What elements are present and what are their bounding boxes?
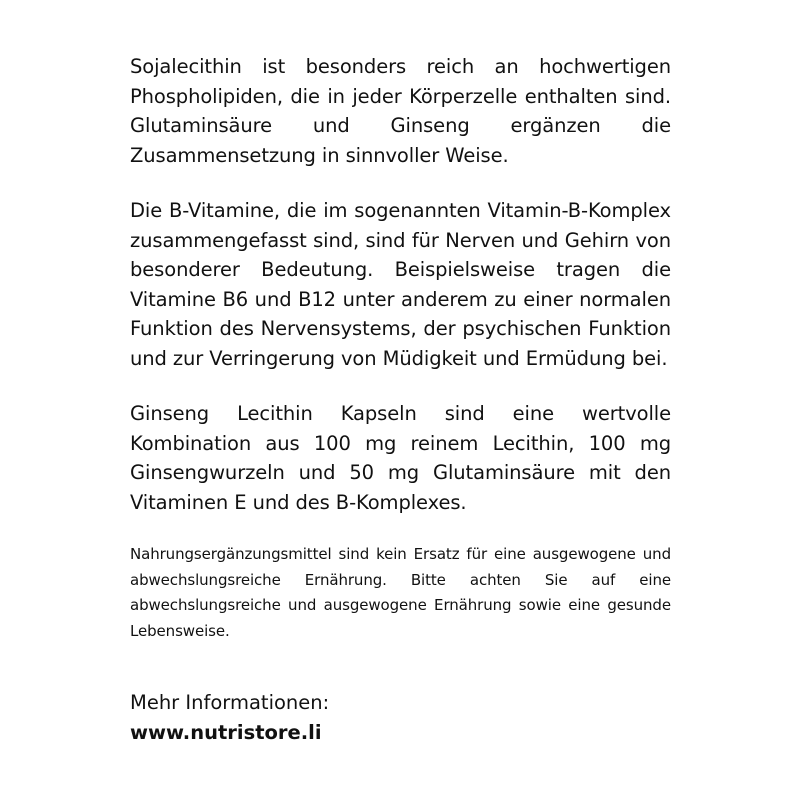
website-url: www.nutristore.li bbox=[130, 720, 322, 744]
b-vitamins-paragraph: Die B-Vitamine, die im sogenannten Vitamin-B-Komplex zusammengefasst sind, sind für Nerven und Gehirn von besonderer Bedeutung. Beispielsweise tragen die Vitamine B6 und B12 unter anderem zu einer normalen Funktion des Nervensystems, der psychischen Funktion und zur Verringerung von Müdigkeit und Ermüdung bei. bbox=[130, 199, 671, 370]
lecithin-paragraph: Sojalecithin ist besonders reich an hochwertigen Phospholipiden, die in jeder Körperzelle enthalten sind. Glutaminsäure und Ginseng ergänzen die Zusammensetzung in sinnvoller Weise. bbox=[130, 55, 671, 167]
disclaimer-paragraph: Nahrungsergänzungsmittel sind kein Ersatz für eine ausgewogene und abwechslungsreiche Ernährung. Bitte achten Sie auf eine abwechslungsreiche und ausgewogene Ernährung sowie eine gesunde Lebensweise. bbox=[130, 545, 671, 640]
product-text-page bbox=[130, 52, 671, 747]
more-info-label: Mehr Informationen: bbox=[130, 691, 330, 714]
capsules-paragraph: Ginseng Lecithin Kapseln sind eine wertvolle Kombination aus 100 mg reinem Lecithin, 100 mg Ginsengwurzeln und 50 mg Glutaminsäure mit den Vitaminen E und des B-Komplexes. bbox=[130, 402, 671, 514]
